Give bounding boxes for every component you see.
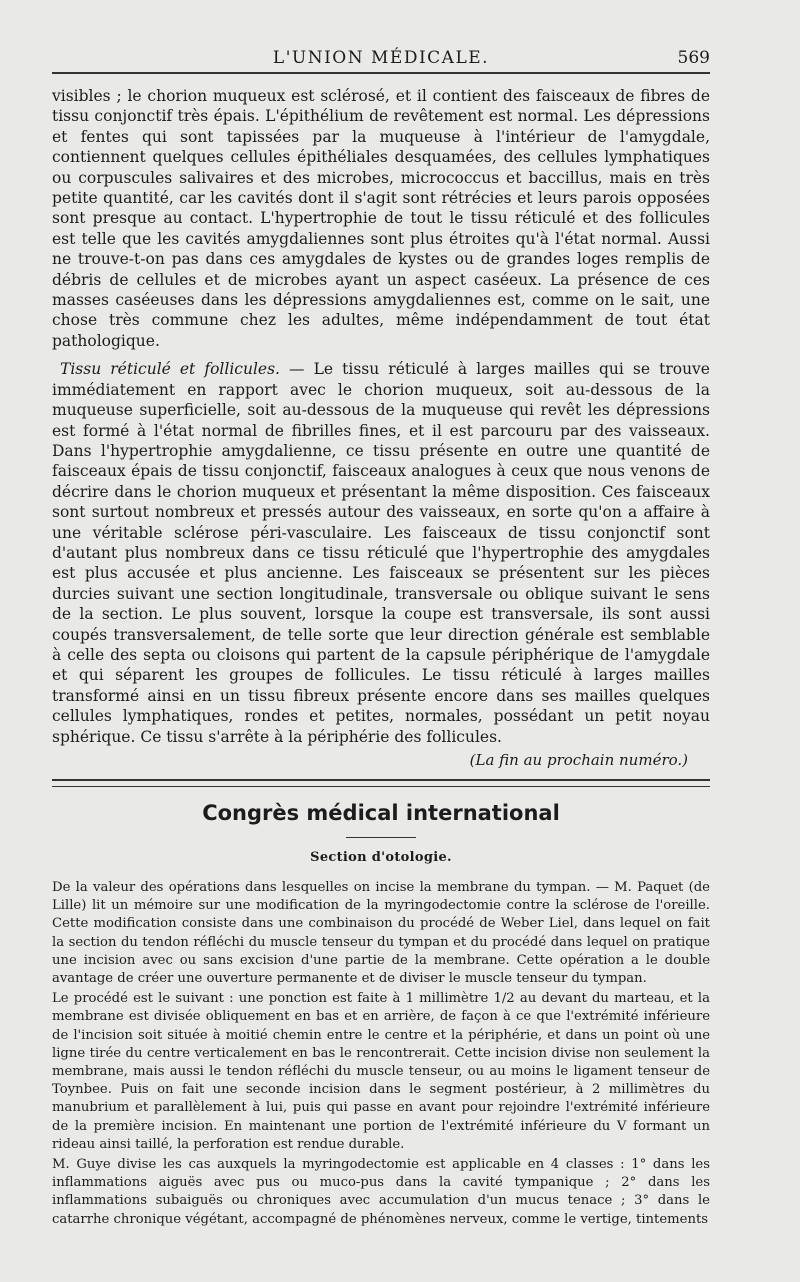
running-head (52, 46, 710, 74)
title-rule (346, 837, 416, 838)
paragraph-procede: Le procédé est le suivant : une ponction est faite à 1 millimètre 1/2 au devant du marteau, et la membrane est divisée obliquement en bas et en arrière, de façon à ce que l'extrémité inférieure de l'incision soit située à moitié chemin entre le centre et la périphérie, et dans un point où une ligne tirée du centre verticalement en bas le rencontrerait. Cette incision divise non seulement la membrane, mais aussi le tendon réfléchi du muscle tenseur, ou au moins le ligament tenseur de Toynbee. Puis on fait une seconde incision dans le segment postérieur, à 2 millimètres du manubrium et parallèlement à lui, puis qui passe en avant pour rejoindre l'extrémité inférieure de la première incision. En maintenant une portion de l'extrémité inférieure du V formant un rideau ainsi taillé, la perforation est rendue durable. (52, 991, 710, 1152)
paragraph-paquet (52, 879, 710, 988)
article-body (52, 86, 710, 1229)
continuation-note: (La fin au prochain numéro.) (469, 751, 688, 769)
paragraph-guye: M. Guye divise les cas auxquels la myringodectomie est applicable en 4 classes : 1° dans les inflammations aiguës avec pus ou muco-pus dans la cavité tympanique ; 2° dans les inflammations subaiguës ou chroniques avec accumulation d'un mucus tenace ; 3° dans le catarrhe chronique végétant, accompagné de phénomènes nerveux, comme le vertige, tintements (52, 1157, 710, 1227)
subsection-title: Section d'otologie. (310, 850, 452, 865)
paragraph-lead-italic: Tissu réticulé et follicules. (60, 360, 280, 379)
journal-title: L'UNION MÉDICALE. (272, 48, 490, 68)
paragraph-histology: visibles ; le chorion muqueux est sclérosé, et il contient des faisceaux de fibres de tissu conjonctif très épais. L'épithélium de revêtement est normal. Les dépressions et fentes qui sont tapissées par la muqueuse à l'intérieur de l'amygdale, contiennent quelques cellules épithéliales desquamées, des cellules lymphatiques ou corpuscules salivaires et des microbes, micrococcus et baccillus, mais en très petite quantité, car les cavités dont il s'agit sont rétrécies et leurs parois opposées sont presque au contact. L'hypertrophie de tout le tissu réticulé et des follicules est telle que les cavités amygdaliennes sont plus étroites qu'à l'état normal. Aussi ne trouve-t-on pas dans ces amygdales de kystes ou de grandes loges remplis de débris de cellules et de microbes ayant un aspect caséeux. La présence de ces masses caséeuses dans les dépressions amygdaliennes est, comme on le sait, une chose très commune chez les adultes, même indépendamment de tout état pathologique. (52, 87, 710, 350)
section-title: Congrès médical international (202, 801, 560, 825)
section-divider (52, 779, 710, 787)
paragraph-text: — M. Paquet (de Lille) lit un mémoire sur une modification de la myringodectomie contre la sclérose de l'oreille. Cette modification consiste dans une combinaison du procédé de Weber Liel, dans lequel on fait la section du tendon réfléchi du muscle tenseur du tympan et du procédé dans lequel on pratique une incision avec ou sans excision d'une partie de la membrane. Cette opération a le double avantage de créer une ouverture permanente et de diviser le muscle tenseur du tympan. (52, 880, 710, 987)
paragraph-text: — Le tissu réticulé à larges mailles qui se trouve immédiatement en rapport avec le chorion muqueux, soit au-dessous de la muqueuse superficielle, soit au-dessous de la muqueuse qui revêt les dépressions est formé à l'état normal de fibrilles fines, et il est parcouru par des vaisseaux. Dans l'hypertrophie amygdalienne, ce tissu présente en outre une quantité de faisceaux épais de tissu conjonctif, faisceaux analogues à ceux que nous venons de décrire dans le chorion muqueux et présentant la même disposition. Ces faisceaux sont surtout nombreux et pressés autour des vaisseaux, en sorte qu'on a affaire à une véritable sclérose péri-vasculaire. Les faisceaux de tissu conjonctif sont d'autant plus nombreux dans ce tissu réticulé que l'hypertrophie des amygdales est plus accusée et plus ancienne. Les faisceaux se présentent sur les pièces durcies suivant une section longitudinale, transversale ou oblique suivant le sens de la section. Le plus souvent, lorsque la coupe est transversale, ils sont aussi coupés transversalement, de telle sorte que leur direction générale est semblable à celle des septa ou cloisons qui partent de la capsule périphérique de l'amygdale et qui séparent les groupes de follicules. Le tissu réticulé à larges mailles transformé ainsi en un tissu fibreux présente encore dans ses mailles quelques cellules lymphatiques, rondes et petites, normales, possédant un petit noyau sphérique. Ce tissu s'arrête à la périphérie des follicules. (52, 360, 710, 746)
paragraph-lead-italic: De la valeur des opérations dans lesquelles on incise la membrane du tympan. (52, 880, 591, 895)
page-number: 569 (677, 48, 710, 68)
paragraph-tissu-reticule (52, 359, 710, 747)
